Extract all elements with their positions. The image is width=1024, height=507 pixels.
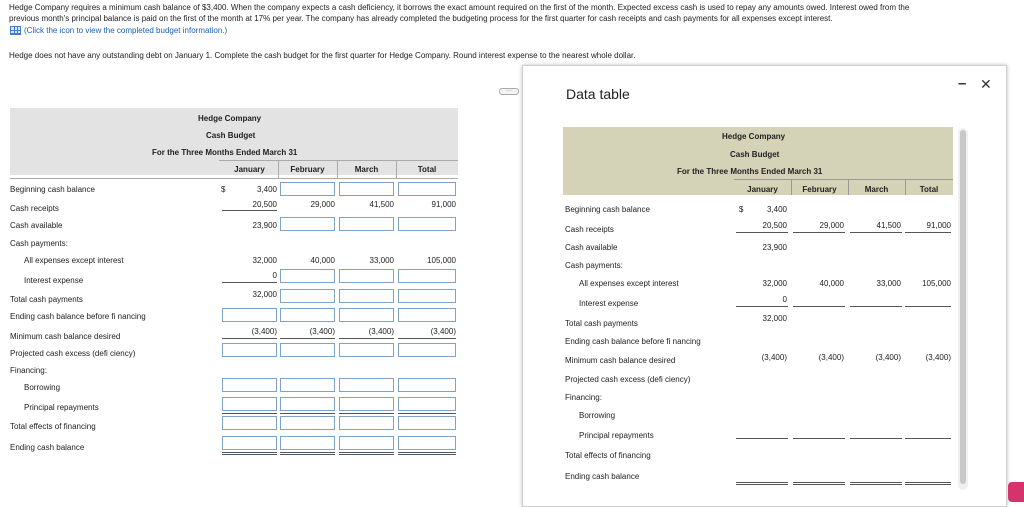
minimum-feb: (3,400) bbox=[309, 327, 335, 336]
modal-receipts-mar: 41,500 bbox=[876, 221, 901, 230]
input-principal-mar[interactable] bbox=[339, 397, 394, 411]
input-borrowing-feb[interactable] bbox=[280, 378, 335, 392]
answer-col-total: Total bbox=[417, 165, 437, 174]
input-principal-feb[interactable] bbox=[280, 397, 335, 411]
expenses-mar: 33,000 bbox=[369, 256, 394, 265]
minimum-total: (3,400) bbox=[430, 327, 456, 336]
expenses-jan: 32,000 bbox=[252, 256, 277, 265]
modal-beginning-jan: 3,400 bbox=[766, 205, 787, 214]
close-icon[interactable]: ✕ bbox=[980, 76, 992, 92]
modal-receipts-jan: 20,500 bbox=[762, 221, 787, 230]
instruction-text: Hedge does not have any outstanding debt on January 1. Complete the cash budget for the first quarter for Hedge Company. Round interest expense to the nearest whole dollar. bbox=[9, 51, 636, 60]
input-total-payments-mar[interactable] bbox=[339, 289, 394, 303]
input-interest-feb[interactable] bbox=[280, 269, 335, 283]
input-total-effects-jan[interactable] bbox=[222, 416, 277, 430]
modal-row-interest-expense: Interest expense bbox=[579, 299, 639, 308]
row-beginning-cash: Beginning cash balance bbox=[10, 185, 95, 194]
input-total-effects-mar[interactable] bbox=[339, 416, 394, 430]
input-principal-total[interactable] bbox=[398, 397, 456, 411]
row-cash-available: Cash available bbox=[10, 221, 63, 230]
question-line-2: previous month's principal balance is paid on the first of the month at 17% per year. The company has already completed the budgeting process for the first quarter for cash receipts and cash payments for all expenses except interest. bbox=[9, 14, 833, 23]
modal-period: For the Three Months Ended March 31 bbox=[677, 167, 823, 176]
answer-title: Cash Budget bbox=[206, 131, 256, 140]
modal-row-total-effects-financing: Total effects of financing bbox=[565, 451, 651, 460]
input-borrowing-jan[interactable] bbox=[222, 378, 277, 392]
receipts-feb: 29,000 bbox=[310, 200, 335, 209]
row-cash-payments: Cash payments: bbox=[10, 239, 68, 248]
budget-info-link-text[interactable]: (Click the icon to view the completed budget information.) bbox=[24, 26, 228, 35]
row-all-expenses: All expenses except interest bbox=[24, 256, 124, 265]
minimum-jan: (3,400) bbox=[251, 327, 277, 336]
input-ending-feb[interactable] bbox=[280, 436, 335, 450]
input-available-feb[interactable] bbox=[280, 217, 335, 231]
receipts-jan: 20,500 bbox=[252, 200, 277, 209]
answer-period: For the Three Months Ended March 31 bbox=[152, 148, 298, 157]
input-available-mar[interactable] bbox=[339, 217, 394, 231]
available-jan: 23,900 bbox=[252, 221, 277, 230]
modal-row-financing: Financing: bbox=[565, 393, 602, 402]
budget-info-link[interactable] bbox=[10, 26, 227, 35]
modal-row-ending-cash: Ending cash balance bbox=[565, 472, 640, 481]
modal-expenses-mar: 33,000 bbox=[876, 279, 901, 288]
minimum-mar: (3,400) bbox=[368, 327, 394, 336]
row-financing: Financing: bbox=[10, 366, 47, 375]
input-borrowing-total[interactable] bbox=[398, 378, 456, 392]
modal-row-total-payments: Total cash payments bbox=[565, 319, 638, 328]
modal-row-borrowing: Borrowing bbox=[579, 411, 616, 420]
modal-col-february: February bbox=[802, 185, 837, 194]
modal-minimum-feb: (3,400) bbox=[818, 353, 844, 362]
modal-expenses-feb: 40,000 bbox=[819, 279, 844, 288]
modal-row-minimum-cash: Minimum cash balance desired bbox=[565, 356, 676, 365]
input-projected-mar[interactable] bbox=[339, 343, 394, 357]
modal-company: Hedge Company bbox=[722, 132, 786, 141]
modal-row-beginning-cash: Beginning cash balance bbox=[565, 205, 650, 214]
side-tab[interactable] bbox=[1008, 482, 1024, 502]
dollar-sign: $ bbox=[221, 185, 226, 194]
modal-dollar-sign: $ bbox=[739, 205, 744, 214]
modal-interest-jan: 0 bbox=[782, 295, 787, 304]
modal-minimum-total: (3,400) bbox=[925, 353, 951, 362]
modal-row-cash-available: Cash available bbox=[565, 243, 618, 252]
row-ending-cash: Ending cash balance bbox=[10, 443, 85, 452]
table-icon[interactable] bbox=[10, 26, 21, 35]
row-principal-repayments: Principal repayments bbox=[24, 403, 99, 412]
question-line-1: Hedge Company requires a minimum cash balance of $3,400. When the company expects a cash deficiency, it borrows the exact amount required on the first of the month. Expected excess cash is used to repay any amounts owed. Interest owed from the bbox=[9, 3, 910, 12]
row-interest-expense: Interest expense bbox=[24, 276, 84, 285]
ellipsis-icon[interactable]: ··· bbox=[499, 88, 519, 95]
modal-expenses-jan: 32,000 bbox=[762, 279, 787, 288]
input-total-effects-feb[interactable] bbox=[280, 416, 335, 430]
modal-budget-title: Cash Budget bbox=[730, 150, 780, 159]
interest-jan: 0 bbox=[272, 271, 277, 280]
expenses-feb: 40,000 bbox=[310, 256, 335, 265]
input-ending-before-total[interactable] bbox=[398, 308, 456, 322]
input-ending-total[interactable] bbox=[398, 436, 456, 450]
minimize-icon[interactable]: – bbox=[958, 75, 967, 92]
input-projected-feb[interactable] bbox=[280, 343, 335, 357]
modal-minimum-mar: (3,400) bbox=[875, 353, 901, 362]
input-total-payments-feb[interactable] bbox=[280, 289, 335, 303]
input-ending-before-feb[interactable] bbox=[280, 308, 335, 322]
modal-row-cash-payments: Cash payments: bbox=[565, 261, 623, 270]
expenses-total: 105,000 bbox=[427, 256, 456, 265]
beginning-jan: 3,400 bbox=[256, 185, 277, 194]
receipts-total: 91,000 bbox=[431, 200, 456, 209]
input-ending-jan[interactable] bbox=[222, 436, 277, 450]
input-ending-before-jan[interactable] bbox=[222, 308, 277, 322]
input-available-total[interactable] bbox=[398, 217, 456, 231]
answer-col-february: February bbox=[290, 165, 325, 174]
modal-total-payments-jan: 32,000 bbox=[762, 314, 787, 323]
answer-col-january: January bbox=[234, 165, 265, 174]
modal-col-total: Total bbox=[919, 185, 939, 194]
modal-row-cash-receipts: Cash receipts bbox=[565, 225, 614, 234]
input-interest-total[interactable] bbox=[398, 269, 456, 283]
answer-company: Hedge Company bbox=[198, 114, 262, 123]
row-total-payments: Total cash payments bbox=[10, 295, 83, 304]
input-ending-before-mar[interactable] bbox=[339, 308, 394, 322]
input-projected-jan[interactable] bbox=[222, 343, 277, 357]
row-projected-excess: Projected cash excess (defi ciency) bbox=[10, 349, 136, 358]
row-minimum-cash: Minimum cash balance desired bbox=[10, 332, 121, 341]
modal-row-projected-excess: Projected cash excess (defi ciency) bbox=[565, 375, 691, 384]
input-projected-total[interactable] bbox=[398, 343, 456, 357]
input-total-effects-total[interactable] bbox=[398, 416, 456, 430]
row-total-effects-financing: Total effects of financing bbox=[10, 422, 96, 431]
modal-row-all-expenses: All expenses except interest bbox=[579, 279, 679, 288]
input-ending-mar[interactable] bbox=[339, 436, 394, 450]
modal-expenses-total: 105,000 bbox=[922, 279, 951, 288]
modal-receipts-total: 91,000 bbox=[926, 221, 951, 230]
row-cash-receipts: Cash receipts bbox=[10, 204, 59, 213]
input-borrowing-mar[interactable] bbox=[339, 378, 394, 392]
modal-receipts-feb: 29,000 bbox=[819, 221, 844, 230]
modal-minimum-jan: (3,400) bbox=[761, 353, 787, 362]
modal-title: Data table bbox=[566, 86, 630, 102]
input-beginning-mar[interactable] bbox=[339, 182, 394, 196]
modal-col-march: March bbox=[864, 185, 889, 194]
input-total-payments-total[interactable] bbox=[398, 289, 456, 303]
modal-row-ending-before-financing: Ending cash balance before fi nancing bbox=[565, 337, 701, 346]
answer-col-march: March bbox=[354, 165, 379, 174]
row-ending-before-financing: Ending cash balance before fi nancing bbox=[10, 312, 146, 321]
input-beginning-total[interactable] bbox=[398, 182, 456, 196]
modal-available-jan: 23,900 bbox=[762, 243, 787, 252]
modal-scrollbar-thumb[interactable] bbox=[960, 130, 966, 484]
modal-scrollbar[interactable] bbox=[958, 128, 968, 490]
modal-row-principal-repayments: Principal repayments bbox=[579, 431, 654, 440]
receipts-mar: 41,500 bbox=[369, 200, 394, 209]
total-payments-jan: 32,000 bbox=[252, 290, 277, 299]
row-borrowing: Borrowing bbox=[24, 383, 61, 392]
input-interest-mar[interactable] bbox=[339, 269, 394, 283]
input-beginning-feb[interactable] bbox=[280, 182, 335, 196]
data-table-modal bbox=[522, 65, 1007, 507]
input-principal-jan[interactable] bbox=[222, 397, 277, 411]
modal-col-january: January bbox=[747, 185, 778, 194]
